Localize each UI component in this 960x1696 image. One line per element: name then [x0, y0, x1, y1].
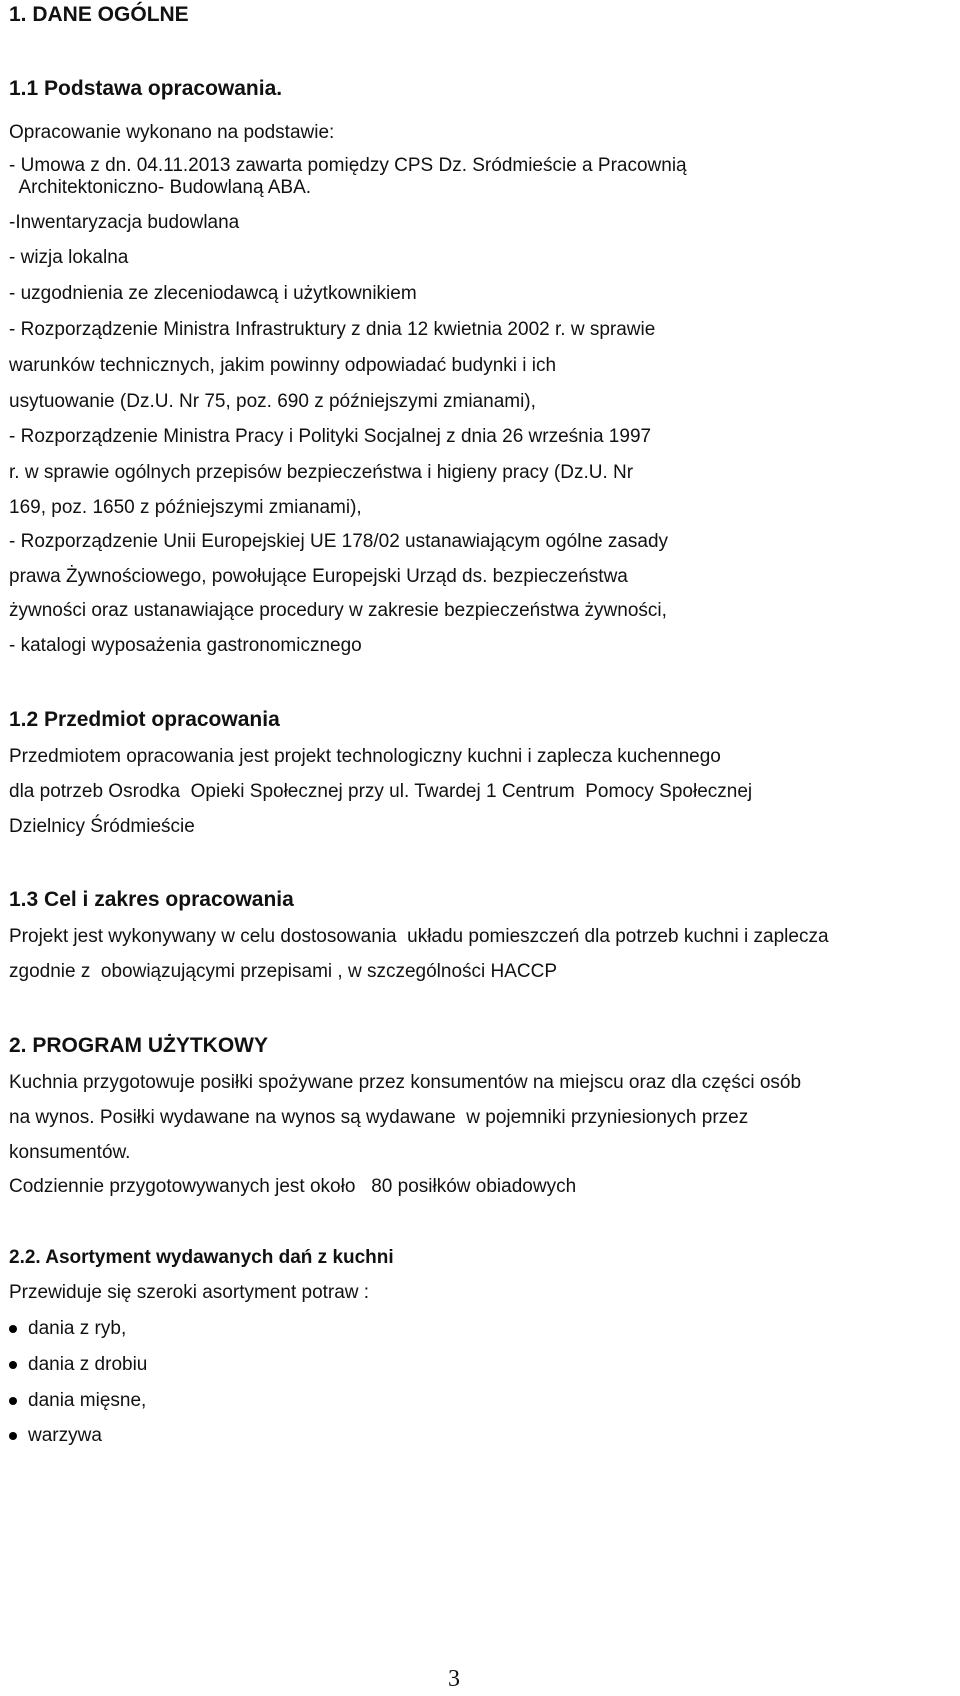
paragraph-line: Dzielnicy Śródmieście: [9, 816, 195, 837]
section-1-2-heading: 1.2 Przedmiot opracowania: [9, 708, 280, 731]
paragraph-line: zgodnie z obowiązującymi przepisami , w szczególności HACCP: [9, 961, 558, 982]
paragraph-line: konsumentów.: [9, 1142, 131, 1163]
bullet-icon: [9, 1325, 17, 1333]
paragraph-line: Opracowanie wykonano na podstawie:: [9, 122, 335, 143]
paragraph-line: Codziennie przygotowywanych jest około 80 posiłków obiadowych: [9, 1176, 577, 1197]
paragraph-line: -Inwentaryzacja budowlana: [9, 212, 240, 233]
paragraph-line: Przewiduje się szeroki asortyment potraw :: [9, 1282, 370, 1303]
paragraph-line: żywności oraz ustanawiające procedury w zakresie bezpieczeństwa żywności,: [9, 600, 667, 621]
paragraph-line: - katalogi wyposażenia gastronomicznego: [9, 635, 362, 656]
paragraph-line: - Rozporządzenie Ministra Infrastruktury z dnia 12 kwietnia 2002 r. w sprawie: [9, 319, 656, 340]
list-item: dania z ryb,: [28, 1318, 127, 1339]
paragraph-line: - Umowa z dn. 04.11.2013 zawarta pomiędzy CPS Dz. Sródmieście a Pracownią: [9, 155, 687, 176]
paragraph-line: Kuchnia przygotowuje posiłki spożywane przez konsumentów na miejscu oraz dla części osób: [9, 1072, 802, 1093]
paragraph-line: - Rozporządzenie Unii Europejskiej UE 178/02 ustanawiającym ogólne zasady: [9, 531, 669, 552]
paragraph-line: Przedmiotem opracowania jest projekt technologiczny kuchni i zaplecza kuchennego: [9, 746, 721, 767]
section-1-1-heading: 1.1 Podstawa opracowania.: [9, 77, 283, 100]
paragraph-line: - wizja lokalna: [9, 247, 129, 268]
paragraph-line: Projekt jest wykonywany w celu dostosowania układu pomieszczeń dla potrzeb kuchni i zaplecza: [9, 926, 829, 947]
bullet-icon: [9, 1397, 17, 1405]
paragraph-line: usytuowanie (Dz.U. Nr 75, poz. 690 z późniejszymi zmianami),: [9, 391, 536, 412]
page-number: 3: [448, 1666, 460, 1692]
section-2-2-heading: 2.2. Asortyment wydawanych dań z kuchni: [9, 1247, 394, 1268]
list-item: dania z drobiu: [28, 1354, 148, 1375]
paragraph-line: - Rozporządzenie Ministra Pracy i Polityki Socjalnej z dnia 26 września 1997: [9, 426, 652, 447]
paragraph-line: Architektoniczno- Budowlaną ABA.: [9, 177, 312, 198]
paragraph-line: dla potrzeb Osrodka Opieki Społecznej przy ul. Twardej 1 Centrum Pomocy Społecznej: [9, 781, 753, 802]
paragraph-line: - uzgodnienia ze zleceniodawcą i użytkownikiem: [9, 283, 417, 304]
section-2-heading: 2. PROGRAM UŻYTKOWY: [9, 1034, 269, 1057]
paragraph-line: 169, poz. 1650 z późniejszymi zmianami),: [9, 497, 362, 518]
list-item: warzywa: [28, 1425, 102, 1446]
paragraph-line: r. w sprawie ogólnych przepisów bezpieczeństwa i higieny pracy (Dz.U. Nr: [9, 462, 634, 483]
section-1-3-heading: 1.3 Cel i zakres opracowania: [9, 888, 294, 911]
section-1-heading: 1. DANE OGÓLNE: [9, 3, 189, 26]
paragraph-line: na wynos. Posiłki wydawane na wynos są wydawane w pojemniki przyniesionych przez: [9, 1107, 749, 1128]
bullet-icon: [9, 1361, 17, 1369]
bullet-icon: [9, 1432, 17, 1440]
paragraph-line: warunków technicznych, jakim powinny odpowiadać budynki i ich: [9, 355, 557, 376]
paragraph-line: prawa Żywnościowego, powołujące Europejski Urząd ds. bezpieczeństwa: [9, 566, 628, 587]
list-item: dania mięsne,: [28, 1390, 147, 1411]
